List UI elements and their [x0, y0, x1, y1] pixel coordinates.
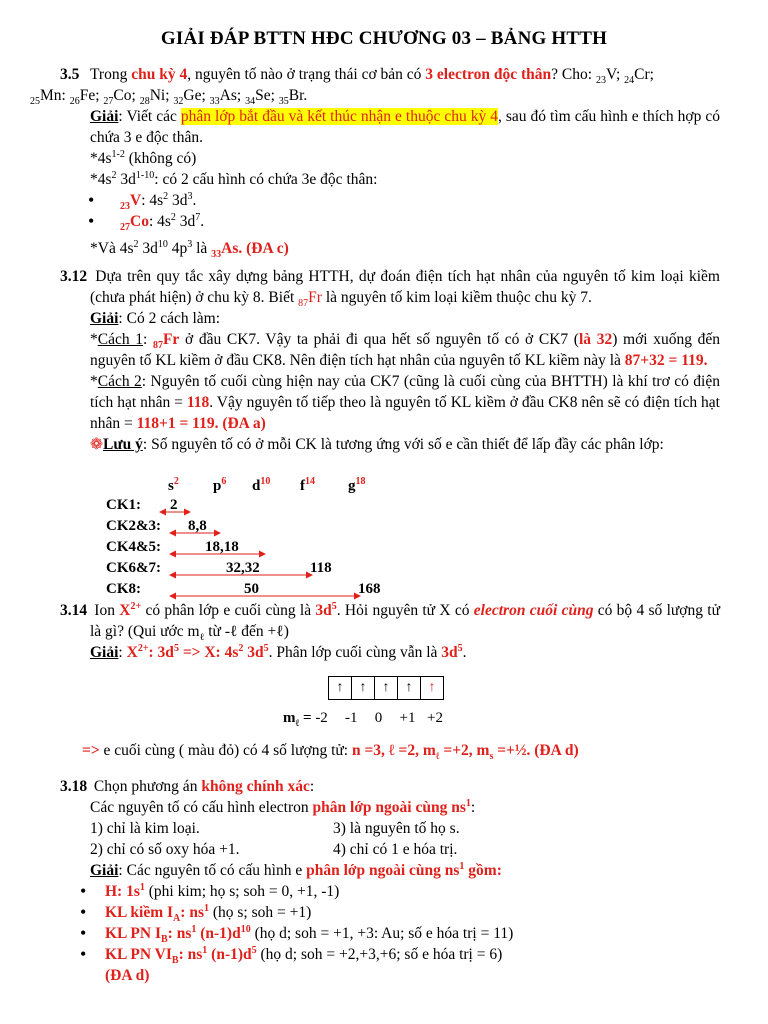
q312-fr: Fr	[308, 289, 322, 306]
q318-b3sup2: 10	[240, 923, 251, 935]
q318-line-1	[60, 797, 720, 818]
ck-value: 50	[244, 581, 259, 597]
q314-res4sub: s	[489, 751, 494, 763]
q35-l3s2: 10	[157, 238, 168, 250]
q35-red-1: chu kỳ 4	[131, 66, 188, 83]
q312-c1red: là 32	[578, 331, 613, 348]
q318-b3text: (họ d; soh = +1, +3: Au; số e hóa trị = 11)	[250, 925, 514, 942]
q318-b4text: (họ d; soh = +2,+3,+6; số e hóa trị = 6)	[256, 946, 503, 963]
ck-total: 168	[358, 581, 381, 597]
q318-options-row-1	[60, 818, 720, 839]
q318-l1sup: 1	[465, 797, 471, 809]
q314-g3sup: 2	[238, 642, 244, 654]
q35-z: 27	[103, 96, 114, 108]
q35-number: 3.5	[60, 66, 80, 83]
q314-sub-sup: 5	[331, 600, 337, 612]
q318-bullet-kl-pn-ib	[60, 923, 720, 944]
q314-g-ion: X	[126, 644, 138, 661]
q314-g4sup: 5	[263, 642, 269, 654]
q35-z: 33	[209, 96, 220, 108]
q35-sol-text: : Viết các	[118, 108, 181, 125]
q318-g1red2: gồm:	[464, 862, 502, 879]
sub-cap: 2	[173, 476, 179, 487]
q314-giai	[60, 642, 720, 663]
q318-b2red2: : ns	[180, 904, 204, 921]
q35-highlight: phân lớp bắt đầu và kết thúc nhận e thuộc chu kỳ 4	[180, 108, 498, 125]
orbital-box: ↑	[329, 677, 352, 700]
sub-cap: 10	[260, 476, 271, 487]
q35-el: Co	[113, 87, 132, 104]
q318-t2: :	[309, 778, 315, 795]
q35-b1s: 2	[163, 190, 169, 202]
q314-t2: có phân lớp e cuối cùng là	[141, 602, 316, 619]
sub-letter: f	[300, 478, 305, 494]
sub-letter: g	[348, 478, 356, 494]
orbital-box-last: ↑	[421, 677, 444, 700]
q35-l2sup: 2	[111, 169, 117, 181]
q318-b4red3: (n-1)d	[207, 946, 252, 963]
q35-b1z: 23	[120, 201, 130, 213]
q312-fr-z: 87	[298, 298, 309, 310]
q314-res2: e cuối cùng ( màu đỏ) có 4 số lượng tử:	[103, 742, 352, 759]
q312-text-1: Dựa trên quy tắc xây dựng bảng HTTH, dự đoán điện tích hạt nhân của nguyên tố kim loại kiềm (chưa phát hiện) ở chu kỳ 8. Biết	[90, 268, 720, 306]
ck-label: CK6&7:	[106, 560, 161, 576]
ck-label: CK8:	[106, 581, 141, 597]
orbital-box: ↑	[398, 677, 421, 700]
q318-b3sup: 1	[191, 923, 197, 935]
q35-b1cfg: : 4s	[141, 192, 164, 209]
q318-b4red2: : ns	[178, 946, 203, 963]
q314-res4: =+2, m	[439, 742, 490, 759]
sub-cap: 14	[305, 476, 315, 487]
q35-el: Ni	[149, 87, 166, 104]
q314-result	[82, 742, 579, 763]
q35-b1end: .	[192, 192, 197, 209]
ml-eq: =	[299, 710, 316, 726]
q314-g7: .	[462, 644, 467, 661]
q314-g2: : 3d	[148, 644, 174, 661]
q35-l2mid: 3d	[116, 171, 136, 188]
q35-b2cfg: : 4s	[148, 213, 171, 230]
q35-b2ds: 7	[195, 211, 201, 223]
q312-c2-label: Cách 2	[97, 373, 142, 390]
q314-g2sup: 5	[173, 642, 179, 654]
q35-el: V	[605, 66, 616, 83]
q314-italic: electron cuối cùng	[473, 602, 594, 619]
q35-b1d: 3d	[168, 192, 188, 209]
sub-cap: 18	[355, 476, 366, 487]
q318-b4sup2: 5	[251, 944, 257, 956]
q318-b1text: (phi kim; họ s; soh = 0, +1, -1)	[144, 883, 340, 900]
q35-z: 25	[30, 96, 40, 108]
q312-giai-label: Giải	[90, 310, 119, 327]
q312-c1el: Fr	[162, 331, 180, 348]
q314-res1: =>	[82, 742, 104, 759]
q35-sol-text-2: , sau đó tìm cấu hình e thích hợp có chứa 3 e độc thân.	[90, 108, 721, 146]
q318-g1sup: 1	[459, 860, 465, 872]
q35-l3z: 33	[211, 249, 222, 261]
q318-b3red3: (n-1)d	[196, 925, 241, 942]
q314-g4: 3d	[243, 644, 264, 661]
q318-question	[60, 776, 720, 797]
q35-z: 24	[624, 75, 635, 87]
ml-values: -2 -1 0 +1 +2	[315, 710, 443, 726]
q35-el: Ge	[183, 87, 202, 104]
q314-g1: :	[118, 644, 127, 661]
q35-b2el: Co	[130, 213, 149, 230]
q35-l1b: (không có)	[124, 150, 197, 167]
q318-opt2: 2) chỉ có số oxy hóa +1.	[90, 841, 240, 858]
q35-z: 34	[245, 96, 256, 108]
q35-z: 28	[139, 96, 150, 108]
q312-c2b: . Vậy nguyên tố tiếp theo là nguyên tố KL kiềm ở đầu CK8 nên sẽ có điện tích hạt nhân =	[90, 394, 720, 432]
q35-l1sup: 1-2	[111, 148, 125, 160]
q35-z: 26	[69, 96, 80, 108]
q35-el: As	[219, 87, 237, 104]
q35-b2d: 3d	[175, 213, 196, 230]
q312-c1b: ở đầu CK7. Vậy ta phải đi qua hết số nguyên tố có ở CK7 (	[179, 331, 579, 348]
ck-value: 2	[170, 497, 178, 513]
q35-l3d: là	[192, 240, 212, 257]
q35-red-2: 3 electron độc thân	[425, 66, 552, 83]
q35-l2: *4s	[90, 171, 112, 188]
q314-t4sub: ℓ	[199, 632, 205, 644]
q35-z: 23	[595, 75, 606, 87]
q318-bullet-kl-kiem	[60, 902, 720, 923]
q318-b3red: KL PN I	[105, 925, 161, 942]
q35-b1el: V	[130, 192, 142, 209]
orbital-diagram	[328, 676, 444, 700]
q35-el: Br	[288, 87, 304, 104]
q318-answer-text: (ĐA d)	[105, 967, 150, 984]
q312-number: 3.12	[60, 268, 88, 285]
q35-question: 3.5 Trong chu kỳ 4, nguyên tố nào ở trạng thái cơ bản có 3 electron độc thân? Cho: $_{23}$V; $_{24}$Cr;	[60, 66, 654, 87]
q314-t4: có bộ 4 số lượng tử là gì? (Qui ước m	[90, 602, 720, 640]
q35-l3c: 4p	[167, 240, 188, 257]
q318-b4sub: B	[171, 955, 179, 967]
ml-sub: ℓ	[295, 718, 300, 729]
q35-b2z: 27	[120, 222, 130, 234]
q35-l2b: : có 2 cấu hình có chứa 3e độc thân:	[154, 171, 378, 188]
q35-l3s3: 3	[187, 238, 193, 250]
q35-el: Cr	[634, 66, 650, 83]
q314-res3: n =3, ℓ =2, m	[351, 742, 436, 759]
question-3-18	[60, 776, 720, 986]
q314-sub: 3d	[315, 602, 332, 619]
q312-c1a: :	[143, 331, 153, 348]
q312-giai-text: : Có 2 cách làm:	[118, 310, 221, 327]
q312-note-label: Lưu ý	[103, 436, 143, 453]
q35-z: 35	[278, 96, 289, 108]
q318-opt3: 3) là nguyên tố họ s.	[333, 820, 460, 837]
q318-b2sup: 1	[203, 902, 209, 914]
orbital-box: ↑	[375, 677, 398, 700]
ck-value: 18,18	[205, 539, 239, 555]
ck-total: 118	[310, 560, 332, 576]
q35-l3b: 3d	[138, 240, 158, 257]
q35-l1: *4s	[90, 150, 112, 167]
q318-b1red: H: 1s	[105, 883, 140, 900]
q314-g6: 3d	[441, 644, 458, 661]
q314-question	[60, 600, 720, 642]
q35-text-2: , nguyên tố nào ở trạng thái cơ bản có	[187, 66, 426, 83]
ck-value: 32,32	[226, 560, 260, 576]
orbital-box: ↑	[352, 677, 375, 700]
q35-l3s1: 2	[133, 238, 139, 250]
q35-z: 32	[173, 96, 184, 108]
q35-answer: As. (ĐA c)	[221, 240, 289, 257]
q318-t1: Chọn phương án	[90, 778, 202, 795]
q318-b4sup: 1	[202, 944, 208, 956]
q318-l1: Các nguyên tố có cấu hình electron	[90, 799, 313, 816]
q314-number: 3.14	[60, 602, 88, 619]
q35-el: Mn	[40, 87, 62, 104]
q312-c1c: ) mới xuống đến nguyên tố KL kiềm ở đầu CK8. Nên điện tích hạt nhân của nguyên tố KL kiềm này là	[90, 331, 721, 369]
q35-text-3: ? Cho:	[551, 66, 596, 83]
q318-b3sub: B	[160, 934, 168, 946]
q314-t5: từ -ℓ đến +ℓ)	[204, 623, 289, 640]
q314-g3: => X: 4s	[178, 644, 239, 661]
q35-l2sup2: 1-10	[135, 169, 155, 181]
flower-icon: ❁	[90, 436, 103, 453]
q35-el: Se	[255, 87, 271, 104]
q35-b1ds: 3	[187, 190, 193, 202]
q35-el: Fe	[79, 87, 96, 104]
q318-b3red2: : ns	[167, 925, 192, 942]
ck-label: CK2&3:	[106, 518, 161, 534]
q318-opt1: 1) chỉ là kim loại.	[90, 820, 200, 837]
q318-bullet-kl-pn-vib	[60, 944, 720, 965]
sub-letter: d	[252, 478, 261, 494]
ck-label: CK1:	[106, 497, 141, 513]
q314-ion: X	[119, 602, 131, 619]
q314-g5: . Phân lớp cuối cùng vẫn là	[268, 644, 442, 661]
question-3-14	[60, 600, 720, 663]
q318-red: không chính xác	[201, 778, 310, 795]
sub-cap: 6	[221, 476, 227, 487]
sub-letter: p	[213, 478, 222, 494]
q314-ion-sup: 2+	[130, 600, 142, 612]
ml-label: m	[283, 710, 296, 726]
q314-t1: Ion	[90, 602, 120, 619]
q318-giai	[60, 860, 720, 881]
ml-row	[283, 710, 443, 727]
q312-c1-label: Cách 1	[97, 331, 143, 348]
q35-giai-label: Giải	[90, 108, 119, 125]
q318-answer	[60, 965, 720, 986]
q318-b2red: KL kiềm I	[105, 904, 174, 921]
q318-l1red: phân lớp ngoài cùng ns	[312, 799, 466, 816]
q312-note-text: : Số nguyên tố có ở mỗi CK là tương ứng với số e cần thiết để lấp đầy các phân lớp:	[142, 436, 664, 453]
ck-value: 8,8	[188, 518, 207, 534]
q312-cach-1: *Cách 1: $_{87}$Fr ở đầu CK7. Vậy ta phải đi qua hết số nguyên tố có ở CK7 (là 32) mới xuống đến nguyên tố KL kiềm ở đầu CK8. Nên điện tích hạt nhân của nguyên tố KL kiềm này là 87+32 = 119.	[90, 331, 721, 369]
q312-c1-answer: 87+32 = 119.	[624, 352, 708, 369]
ck-label: CK4&5:	[106, 539, 161, 555]
q312-c1z: 87	[152, 340, 163, 352]
q318-b4red: KL PN VI	[105, 946, 172, 963]
q312-cach-2: *Cách 2: Nguyên tố cuối cùng hiện nay của CK7 (cũng là cuối cùng của BHTTH) là khí trơ có điện tích hạt nhân = 118. Vậy nguyên tố tiếp theo là nguyên tố KL kiềm ở đầu CK8 nên sẽ có điện tích hạt nhân = 118+1 = 119. (ĐA a)	[90, 373, 720, 432]
q318-options-row-2	[60, 839, 720, 860]
q318-opt4: 4) chỉ có 1 e hóa trị.	[333, 841, 458, 858]
q314-giai-label: Giải	[90, 644, 119, 661]
document-title: GIẢI ĐÁP BTTN HĐC CHƯƠNG 03 – BẢNG HTTH	[160, 28, 608, 49]
q318-giai-label: Giải	[90, 862, 119, 879]
q318-number: 3.18	[60, 778, 88, 795]
q314-g6sup: 5	[457, 642, 463, 654]
q35-b2s: 2	[170, 211, 176, 223]
q35-b2end: .	[200, 213, 205, 230]
q312-c2red: 118	[186, 394, 210, 411]
q314-t3: . Hỏi nguyên tử X có	[336, 602, 474, 619]
q318-b1sup: 1	[139, 881, 145, 893]
q35-l3a: *Và 4s	[90, 240, 134, 257]
q312-text-2: là nguyên tố kim loại kiềm thuộc chu kỳ 7.	[321, 289, 592, 306]
q314-answer: =+½. (ĐA d)	[493, 742, 579, 759]
q35-text-1: Trong	[90, 66, 132, 83]
sub-letter: s	[168, 478, 174, 494]
q35-elements-line: $_{25}$Mn: $_{26}$Fe; $_{27}$Co; $_{28}$Ni; $_{32}$Ge; $_{33}$As; $_{34}$Se; $_{35}$Br.	[30, 87, 308, 108]
q314-g-ion-sup: 2+	[137, 642, 149, 654]
q318-l1end: :	[470, 799, 476, 816]
q318-bullet-h	[60, 881, 720, 902]
q314-res3sub: ℓ	[435, 751, 440, 763]
q318-b2text: (họ s; soh = +1)	[208, 904, 312, 921]
q312-c2a: : Nguyên tố cuối cùng hiện nay của CK7 (cũng là cuối cùng của BHTTH) là khí trơ có điện tích hạt nhân =	[90, 373, 720, 411]
q312-c2-answer: 118+1 = 119. (ĐA a)	[136, 415, 266, 432]
q318-g1red: phân lớp ngoài cùng ns	[306, 862, 460, 879]
q318-g1: : Các nguyên tố có cấu hình e	[118, 862, 307, 879]
q318-b2sub: A	[173, 913, 181, 925]
